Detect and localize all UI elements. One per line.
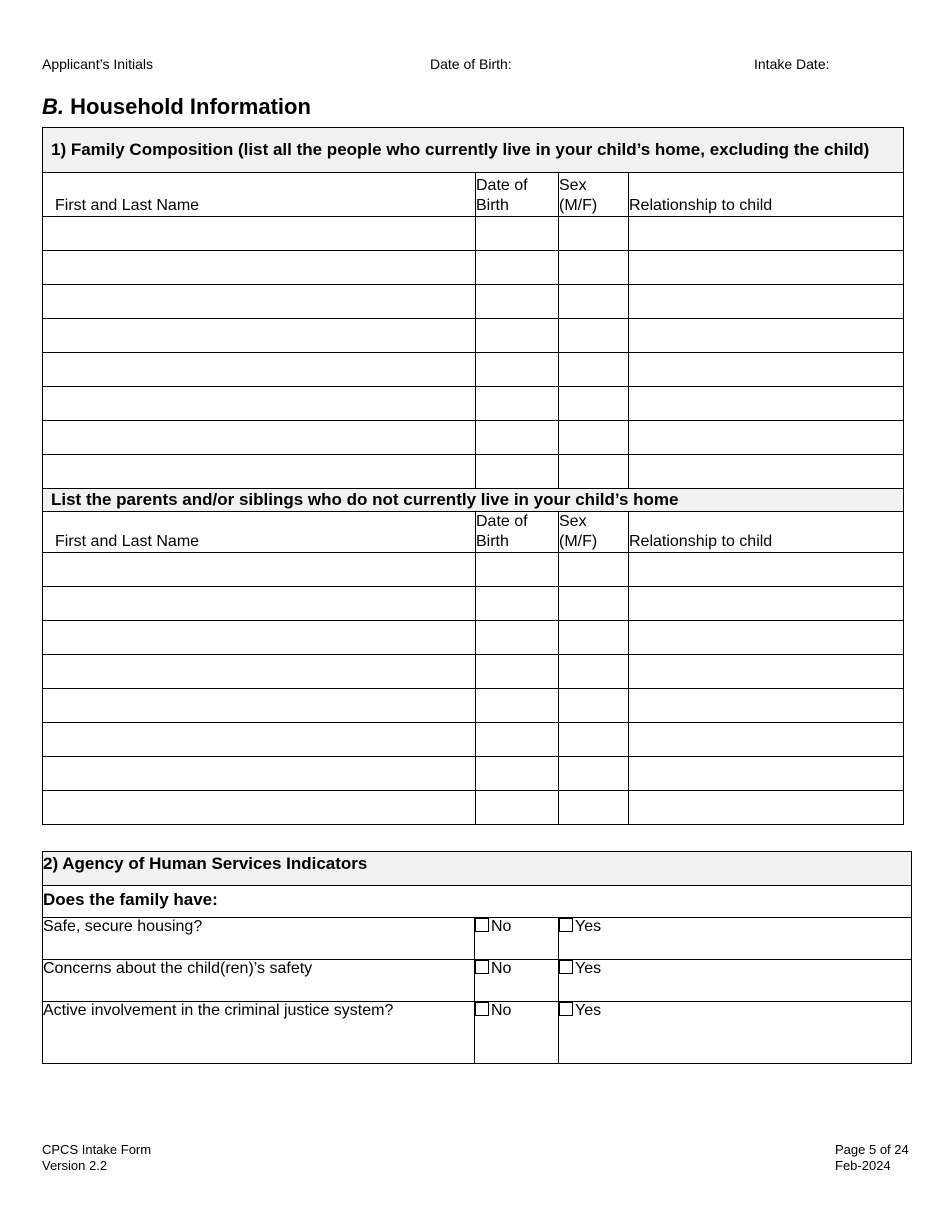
sex-cell[interactable]	[559, 319, 629, 353]
relationship-cell[interactable]	[629, 387, 904, 421]
name-cell[interactable]	[43, 387, 476, 421]
column-header-sex	[559, 512, 629, 553]
table-row	[43, 723, 904, 757]
dob-cell[interactable]	[476, 621, 559, 655]
dob-cell[interactable]	[476, 387, 559, 421]
name-cell[interactable]	[43, 621, 476, 655]
yes-checkbox[interactable]	[559, 960, 573, 974]
indicators-subheading: Does the family have:	[43, 886, 912, 918]
footer-page: Page 5 of 24	[835, 1142, 909, 1157]
table-row	[43, 387, 904, 421]
relationship-cell[interactable]	[629, 655, 904, 689]
relationship-cell[interactable]	[629, 791, 904, 825]
indicator-question: Concerns about the child(ren)’s safety	[43, 960, 475, 1002]
footer-version: Version 2.2	[42, 1158, 108, 1173]
sex-cell[interactable]	[559, 655, 629, 689]
section-letter: B.	[42, 94, 64, 119]
table-row	[43, 421, 904, 455]
sex-cell[interactable]	[559, 353, 629, 387]
sex-cell[interactable]	[559, 251, 629, 285]
sex-cell[interactable]	[559, 285, 629, 319]
relationship-cell[interactable]	[629, 217, 904, 251]
yes-option	[559, 1002, 912, 1064]
name-cell[interactable]	[43, 421, 476, 455]
table-row	[43, 285, 904, 319]
dob-cell[interactable]	[476, 319, 559, 353]
column-header-relationship: Relationship to child	[629, 512, 904, 553]
column-header-dob-line1: Date of	[476, 513, 528, 530]
yes-checkbox[interactable]	[559, 918, 573, 932]
dob-cell[interactable]	[476, 455, 559, 489]
relationship-cell[interactable]	[629, 757, 904, 791]
column-header-sex	[559, 173, 629, 217]
section-title	[42, 94, 311, 120]
relationship-cell[interactable]	[629, 689, 904, 723]
column-header-name: First and Last Name	[43, 512, 476, 553]
dob-cell[interactable]	[476, 689, 559, 723]
table-row	[43, 251, 904, 285]
name-cell[interactable]	[43, 319, 476, 353]
name-cell[interactable]	[43, 587, 476, 621]
no-label: No	[491, 1002, 512, 1019]
relationship-cell[interactable]	[629, 251, 904, 285]
no-checkbox[interactable]	[475, 918, 489, 932]
no-label: No	[491, 960, 512, 977]
column-header-sex-line1: Sex	[559, 177, 587, 194]
date-of-birth-label: Date of Birth:	[430, 56, 512, 72]
relationship-cell[interactable]	[629, 421, 904, 455]
sex-cell[interactable]	[559, 621, 629, 655]
relationship-cell[interactable]	[629, 319, 904, 353]
table-row	[43, 455, 904, 489]
table-row	[43, 655, 904, 689]
section-title-text: Household Information	[70, 94, 311, 119]
table-row	[43, 553, 904, 587]
dob-cell[interactable]	[476, 587, 559, 621]
footer-form-name: CPCS Intake Form	[42, 1142, 152, 1157]
relationship-cell[interactable]	[629, 455, 904, 489]
relationship-cell[interactable]	[629, 723, 904, 757]
table-row	[43, 319, 904, 353]
sex-cell[interactable]	[559, 455, 629, 489]
name-cell[interactable]	[43, 723, 476, 757]
sex-cell[interactable]	[559, 689, 629, 723]
table-row	[43, 217, 904, 251]
others-heading: List the parents and/or siblings who do not currently live in your child’s home	[43, 489, 904, 512]
sex-cell[interactable]	[559, 723, 629, 757]
dob-cell[interactable]	[476, 553, 559, 587]
column-header-dob	[476, 173, 559, 217]
column-header-name: First and Last Name	[43, 173, 476, 217]
relationship-cell[interactable]	[629, 285, 904, 319]
relationship-cell[interactable]	[629, 621, 904, 655]
sex-cell[interactable]	[559, 791, 629, 825]
dob-cell[interactable]	[476, 251, 559, 285]
name-cell[interactable]	[43, 285, 476, 319]
yes-label: Yes	[575, 960, 602, 977]
no-option	[475, 918, 559, 960]
dob-cell[interactable]	[476, 757, 559, 791]
dob-cell[interactable]	[476, 723, 559, 757]
indicator-row	[43, 1002, 912, 1064]
family-composition-table	[42, 127, 904, 825]
name-cell[interactable]	[43, 353, 476, 387]
yes-checkbox[interactable]	[559, 1002, 573, 1016]
no-label: No	[491, 918, 512, 935]
column-header-sex-line2: (M/F)	[559, 197, 598, 214]
relationship-cell[interactable]	[629, 553, 904, 587]
sex-cell[interactable]	[559, 217, 629, 251]
indicator-question: Safe, secure housing?	[43, 918, 475, 960]
no-option	[475, 1002, 559, 1064]
name-cell[interactable]	[43, 553, 476, 587]
column-header-sex-line1: Sex	[559, 513, 587, 530]
table-row	[43, 689, 904, 723]
dob-cell[interactable]	[476, 353, 559, 387]
sex-cell[interactable]	[559, 587, 629, 621]
name-cell[interactable]	[43, 791, 476, 825]
name-cell[interactable]	[43, 689, 476, 723]
column-header-dob-line1: Date of	[476, 177, 528, 194]
name-cell[interactable]	[43, 757, 476, 791]
name-cell[interactable]	[43, 455, 476, 489]
indicators-heading: 2) Agency of Human Services Indicators	[43, 852, 912, 886]
table-row	[43, 791, 904, 825]
footer-date: Feb-2024	[835, 1158, 891, 1173]
sex-cell[interactable]	[559, 553, 629, 587]
indicator-row	[43, 960, 912, 1002]
column-header-dob-line2: Birth	[476, 533, 509, 550]
column-header-relationship: Relationship to child	[629, 173, 904, 217]
indicators-table	[42, 851, 912, 1064]
column-header-dob-line2: Birth	[476, 197, 509, 214]
column-header-sex-line2: (M/F)	[559, 533, 598, 550]
dob-cell[interactable]	[476, 217, 559, 251]
column-header-dob	[476, 512, 559, 553]
dob-cell[interactable]	[476, 285, 559, 319]
name-cell[interactable]	[43, 655, 476, 689]
sex-cell[interactable]	[559, 387, 629, 421]
name-cell[interactable]	[43, 217, 476, 251]
table-row	[43, 757, 904, 791]
no-option	[475, 960, 559, 1002]
intake-date-label: Intake Date:	[754, 56, 830, 72]
family-composition-heading: 1) Family Composition (list all the people who currently live in your child’s home, excluding the child)	[43, 128, 904, 173]
footer-left	[42, 1142, 151, 1174]
relationship-cell[interactable]	[629, 353, 904, 387]
no-checkbox[interactable]	[475, 960, 489, 974]
indicator-row	[43, 918, 912, 960]
table-row	[43, 353, 904, 387]
yes-option	[559, 960, 912, 1002]
indicator-question: Active involvement in the criminal justice system?	[43, 1002, 475, 1064]
applicant-initials-label: Applicant’s Initials	[42, 56, 154, 72]
table-row	[43, 621, 904, 655]
dob-cell[interactable]	[476, 655, 559, 689]
dob-cell[interactable]	[476, 421, 559, 455]
no-checkbox[interactable]	[475, 1002, 489, 1016]
yes-label: Yes	[575, 918, 602, 935]
dob-cell[interactable]	[476, 791, 559, 825]
sex-cell[interactable]	[559, 421, 629, 455]
relationship-cell[interactable]	[629, 587, 904, 621]
yes-option	[559, 918, 912, 960]
footer-right	[835, 1142, 909, 1174]
yes-label: Yes	[575, 1002, 602, 1019]
name-cell[interactable]	[43, 251, 476, 285]
table-row	[43, 587, 904, 621]
sex-cell[interactable]	[559, 757, 629, 791]
